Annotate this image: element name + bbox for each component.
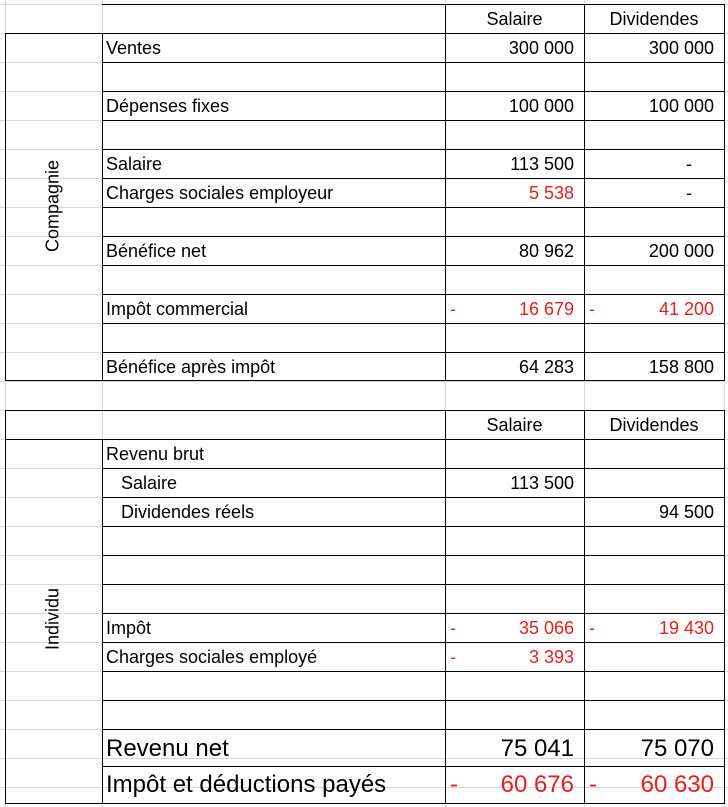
net-income-dividends-value[interactable]: 75 070 [640, 735, 714, 762]
individual-row-border [102, 555, 724, 556]
company-row-border [102, 178, 724, 179]
individual-row-border [102, 766, 724, 767]
row-label-individual-salary[interactable]: Salaire [121, 473, 178, 493]
employee-charges-salary-value[interactable]: 3 393 [528, 647, 574, 667]
individual-header-salary[interactable]: Salaire [486, 415, 543, 435]
company-section-label[interactable]: Compagnie [42, 159, 63, 253]
row-label-actual-dividends[interactable]: Dividendes réels [121, 502, 255, 522]
company-header-top [102, 4, 724, 5]
income-tax-salary-sign: - [450, 618, 456, 638]
individual-top-border [5, 410, 724, 411]
actual-dividends-dividends-value[interactable]: 94 500 [658, 502, 714, 522]
individual-row-border [102, 497, 724, 498]
company-bottom-border [5, 380, 724, 381]
company-row-border [102, 91, 724, 92]
income-tax-dividends-value[interactable]: 19 430 [658, 618, 714, 638]
row-label-net-profit[interactable]: Bénéfice net [106, 241, 207, 261]
individual-row-border [102, 642, 724, 643]
sales-dividends-value[interactable]: 300 000 [648, 38, 714, 58]
row-label-employee-charges[interactable]: Charges sociales employé [106, 647, 318, 667]
company-row-border [102, 62, 724, 63]
row-label-fixed-expenses[interactable]: Dépenses fixes [106, 96, 230, 116]
tax-paid-dividends-sign: - [589, 771, 597, 798]
individual-salary-salary-value[interactable]: 113 500 [510, 473, 574, 493]
company-row-border [102, 236, 724, 237]
individual-right-border [724, 410, 725, 804]
gridline-horizontal [0, 381, 728, 382]
sales-salary-value[interactable]: 300 000 [508, 38, 574, 58]
business-tax-dividends-sign: - [589, 299, 595, 319]
company-row-border [102, 265, 724, 266]
individual-row-border [102, 729, 724, 730]
row-label-employer-charges[interactable]: Charges sociales employeur [106, 183, 334, 203]
business-tax-salary-sign: - [450, 299, 456, 319]
individual-section-label[interactable]: Individu [42, 587, 63, 651]
tax-paid-salary-value[interactable]: 60 676 [500, 771, 574, 798]
individual-row-border [102, 584, 724, 585]
row-label-gross-income[interactable]: Revenu brut [106, 444, 205, 464]
individual-header-bottom [5, 439, 724, 440]
individual-row-border [102, 526, 724, 527]
row-label-tax-and-deductions-paid[interactable]: Impôt et déductions payés [106, 771, 387, 798]
company-left-border [5, 33, 6, 381]
net-profit-salary-value[interactable]: 80 962 [518, 241, 574, 261]
salary-dividends-value[interactable]: - [686, 154, 692, 174]
company-row-border [102, 120, 724, 121]
row-label-net-income[interactable]: Revenu net [106, 735, 229, 762]
company-row-border [102, 207, 724, 208]
row-label-business-tax[interactable]: Impôt commercial [106, 299, 249, 319]
fixed-expenses-salary-value[interactable]: 100 000 [508, 96, 574, 116]
employee-charges-salary-sign: - [450, 647, 456, 667]
company-row-border [102, 352, 724, 353]
salary-salary-value[interactable]: 113 500 [510, 154, 574, 174]
income-tax-salary-value[interactable]: 35 066 [518, 618, 574, 638]
individual-row-border [102, 613, 724, 614]
individual-left-border [5, 410, 6, 804]
business-tax-salary-value[interactable]: 16 679 [518, 299, 574, 319]
company-top-border [5, 33, 724, 34]
business-tax-dividends-value[interactable]: 41 200 [658, 299, 714, 319]
company-row-border [102, 323, 724, 324]
row-label-profit-after-tax[interactable]: Bénéfice après impôt [106, 357, 276, 377]
income-tax-dividends-sign: - [589, 618, 595, 638]
individual-row-border [102, 700, 724, 701]
individual-header-dividends[interactable]: Dividendes [609, 415, 699, 435]
company-header-dividends[interactable]: Dividendes [609, 9, 699, 29]
row-label-salary[interactable]: Salaire [106, 154, 163, 174]
tax-paid-salary-sign: - [450, 771, 458, 798]
employer-charges-salary-value[interactable]: 5 538 [528, 183, 574, 203]
individual-row-border [102, 671, 724, 672]
row-label-income-tax[interactable]: Impôt [106, 618, 152, 638]
net-profit-dividends-value[interactable]: 200 000 [648, 241, 714, 261]
profit-after-tax-salary-value[interactable]: 64 283 [518, 357, 574, 377]
employer-charges-dividends-value[interactable]: - [686, 183, 692, 203]
individual-bottom-border [5, 803, 724, 804]
company-header-salary[interactable]: Salaire [486, 9, 543, 29]
fixed-expenses-dividends-value[interactable]: 100 000 [648, 96, 714, 116]
profit-after-tax-dividends-value[interactable]: 158 800 [648, 357, 714, 377]
company-row-border [102, 149, 724, 150]
individual-row-border [102, 468, 724, 469]
net-income-salary-value[interactable]: 75 041 [500, 735, 574, 762]
company-row-border [102, 294, 724, 295]
row-label-sales[interactable]: Ventes [106, 38, 162, 58]
tax-paid-dividends-value[interactable]: 60 630 [640, 771, 714, 798]
